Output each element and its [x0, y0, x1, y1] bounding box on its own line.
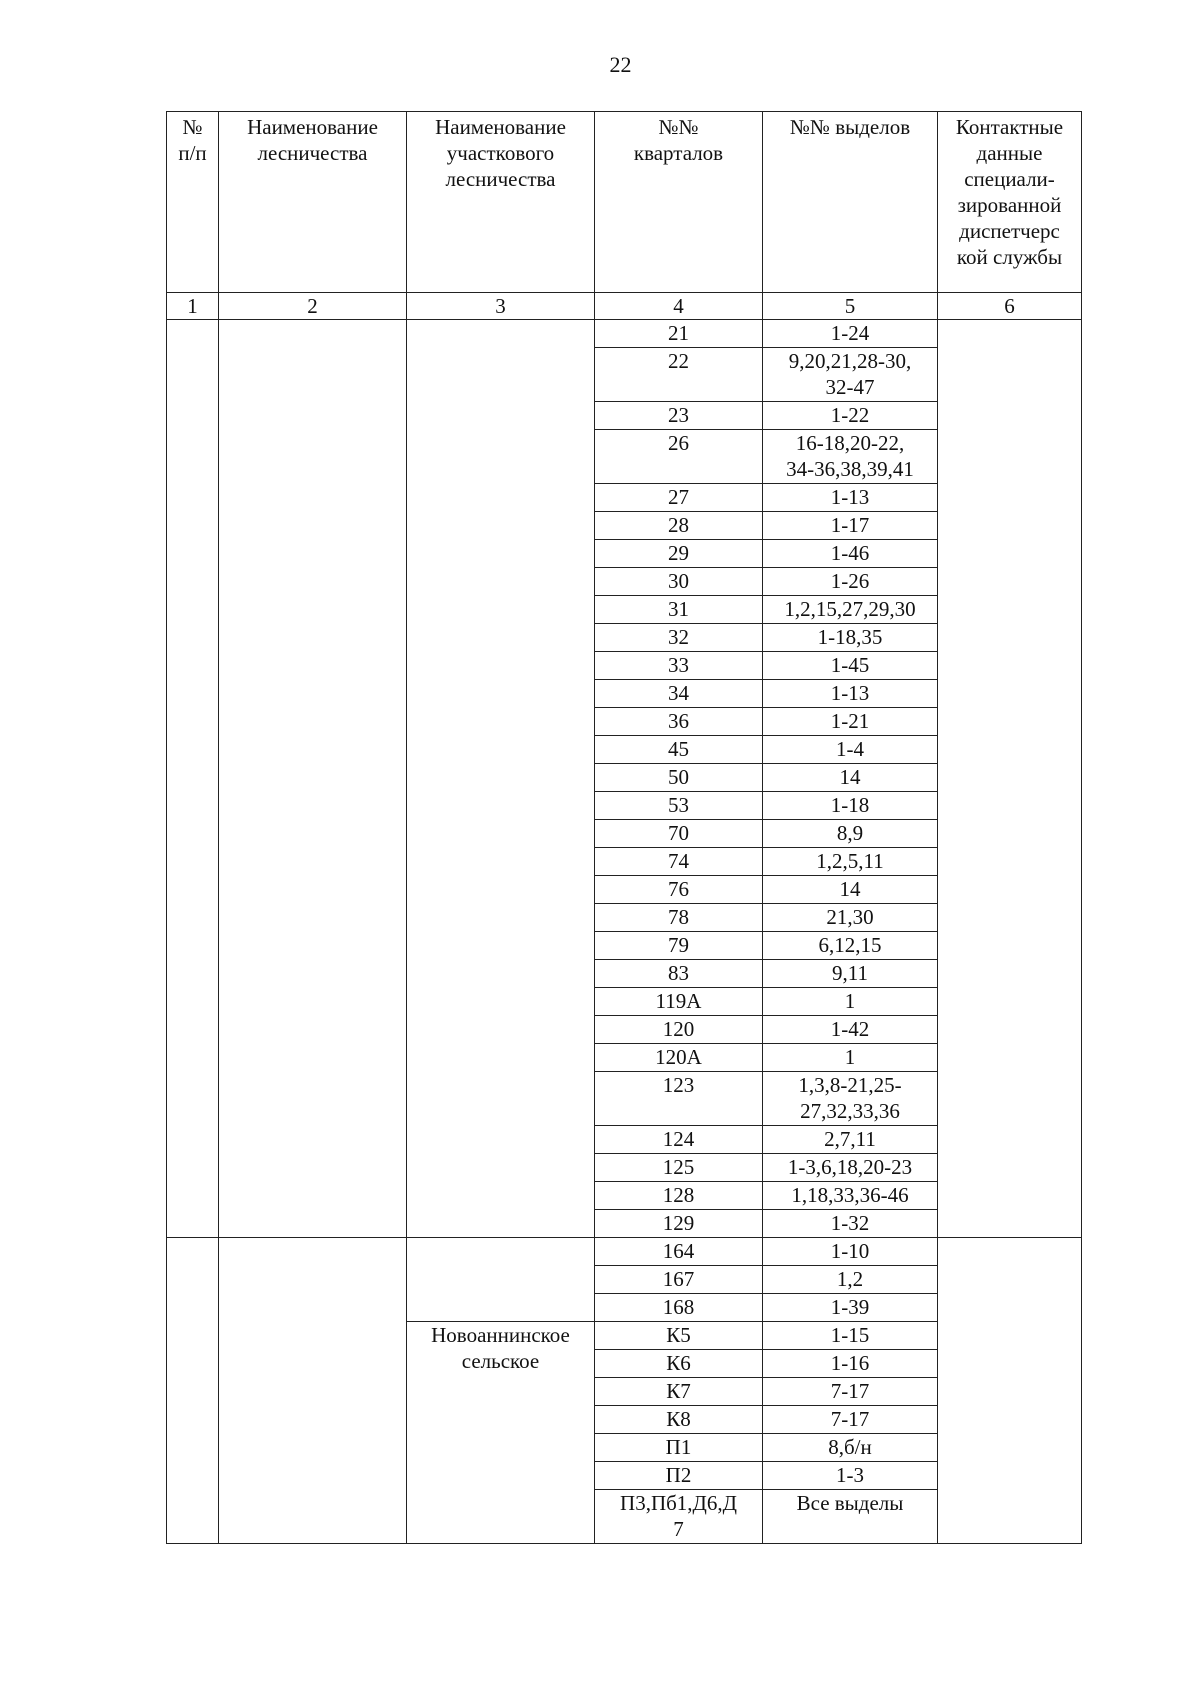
cell-plots-line: 1-22	[830, 403, 870, 427]
cell-plots	[763, 960, 938, 988]
cell-quarter	[595, 1016, 763, 1044]
cell-district	[407, 1322, 595, 1544]
cell-plots	[763, 320, 938, 348]
header-line: Наименование	[435, 115, 566, 139]
cell-num	[167, 320, 219, 1238]
cell-quarter-line: 50	[668, 765, 689, 789]
cell-quarter	[595, 1266, 763, 1294]
cell-plots-line: 7-17	[830, 1379, 870, 1403]
cell-plots-line: 1-32	[830, 1211, 870, 1235]
cell-plots	[763, 792, 938, 820]
cell-quarter	[595, 1154, 763, 1182]
cell-contacts	[938, 320, 1082, 1238]
header-line: Наименование	[247, 115, 378, 139]
cell-plots	[763, 1016, 938, 1044]
header-quarters	[595, 112, 763, 293]
header-lines	[409, 114, 592, 192]
table-row	[167, 1238, 1082, 1266]
cell-quarter-line: 83	[668, 961, 689, 985]
cell-plots-line: 1,3,8-21,25-	[798, 1073, 902, 1097]
cell-plots-line: 1-3	[836, 1463, 864, 1487]
cell-quarter	[595, 960, 763, 988]
header-district-forestry	[407, 112, 595, 293]
cell-plots-line: 1-3,6,18,20-23	[787, 1155, 913, 1179]
header-row	[167, 112, 1082, 293]
cell-plots-line: 1-4	[836, 737, 864, 761]
header-contacts	[938, 112, 1082, 293]
cell-quarter-line: 27	[668, 485, 689, 509]
cell-plots	[763, 848, 938, 876]
cell-quarter	[595, 932, 763, 960]
cell-quarter	[595, 1350, 763, 1378]
header-line: №	[182, 115, 203, 139]
cell-quarter-line: 70	[668, 821, 689, 845]
cell-quarter	[595, 1182, 763, 1210]
cell-plots	[763, 820, 938, 848]
cell-plots-line: 9,20,21,28-30,	[788, 349, 912, 373]
cell-plots-line: 1-18	[830, 793, 870, 817]
cell-plots	[763, 402, 938, 430]
cell-quarter-line: 53	[668, 793, 689, 817]
table-body	[167, 320, 1082, 1544]
cell-plots	[763, 1322, 938, 1350]
cell-plots-line: 21,30	[826, 905, 874, 929]
cell-quarter-line: 124	[662, 1127, 695, 1151]
cell-quarter	[595, 792, 763, 820]
cell-plots	[763, 1406, 938, 1434]
cell-forestry	[219, 320, 407, 1238]
cell-quarter	[595, 1294, 763, 1322]
table-row	[167, 320, 1082, 348]
cell-plots	[763, 1294, 938, 1322]
cell-quarter-line: 129	[662, 1211, 695, 1235]
cell-plots-line: 6,12,15	[818, 933, 882, 957]
cell-plots-line: 14	[839, 765, 861, 789]
cell-plots	[763, 1434, 938, 1462]
cell-quarter	[595, 904, 763, 932]
cell-quarter	[595, 848, 763, 876]
cell-plots-line: 14	[839, 877, 861, 901]
cell-quarter-line: К6	[666, 1351, 691, 1375]
cell-plots-line: 1	[844, 1045, 856, 1069]
cell-plots	[763, 484, 938, 512]
header-lines	[169, 114, 216, 166]
cell-quarter	[595, 764, 763, 792]
header-line: участкового	[446, 141, 555, 165]
column-number: 5	[763, 293, 938, 320]
cell-quarter-line: 168	[662, 1295, 695, 1319]
cell-plots-line: Все выделы	[796, 1491, 904, 1515]
cell-plots-line: 27,32,33,36	[800, 1099, 900, 1123]
cell-district-line: Новоаннинское	[431, 1323, 570, 1347]
cell-quarter-line: 32	[668, 625, 689, 649]
cell-plots	[763, 512, 938, 540]
cell-plots	[763, 540, 938, 568]
cell-plots-line: 16-18,20-22,	[795, 431, 905, 455]
cell-quarter	[595, 348, 763, 402]
cell-plots-line: 9,11	[832, 961, 868, 985]
page-number: 22	[609, 52, 632, 77]
cell-plots	[763, 652, 938, 680]
cell-plots-line: 1-13	[830, 485, 870, 509]
cell-plots-line: 1-24	[830, 321, 870, 345]
header-line: лесничества	[257, 141, 368, 165]
cell-quarter	[595, 540, 763, 568]
cell-quarter-line: 79	[668, 933, 689, 957]
cell-quarter	[595, 708, 763, 736]
cell-quarter-line: 7	[673, 1517, 684, 1541]
cell-quarter-line: 21	[668, 321, 689, 345]
cell-plots-line: 1-42	[830, 1017, 870, 1041]
cell-quarter	[595, 624, 763, 652]
cell-quarter	[595, 430, 763, 484]
cell-quarter-line: 125	[662, 1155, 695, 1179]
cell-quarter	[595, 1126, 763, 1154]
cell-plots-line: 1-18,35	[817, 625, 883, 649]
header-line: данные	[976, 141, 1043, 165]
header-line: кой службы	[956, 245, 1063, 269]
cell-quarter-line: 164	[662, 1239, 695, 1263]
cell-quarter-line: 26	[668, 431, 689, 455]
cell-plots	[763, 988, 938, 1016]
cell-quarter	[595, 652, 763, 680]
cell-quarter	[595, 568, 763, 596]
cell-quarter-line: 120	[662, 1017, 695, 1041]
cell-quarter	[595, 484, 763, 512]
cell-plots	[763, 1462, 938, 1490]
cell-quarter	[595, 1378, 763, 1406]
forestry-table	[166, 111, 1082, 1544]
cell-plots-line: 7-17	[830, 1407, 870, 1431]
header-plots	[763, 112, 938, 293]
cell-plots	[763, 904, 938, 932]
cell-quarter	[595, 680, 763, 708]
cell-quarter	[595, 1434, 763, 1462]
cell-plots	[763, 1238, 938, 1266]
column-number: 1	[167, 293, 219, 320]
cell-plots	[763, 596, 938, 624]
cell-quarter	[595, 1406, 763, 1434]
header-line: №№ выделов	[789, 115, 911, 139]
cell-quarter-line: 33	[668, 653, 689, 677]
cell-plots	[763, 736, 938, 764]
header-line: зированной	[957, 193, 1062, 217]
cell-forestry	[219, 1238, 407, 1544]
cell-plots	[763, 624, 938, 652]
cell-plots	[763, 1490, 938, 1544]
header-line: диспетчерс	[959, 219, 1060, 243]
cell-quarter	[595, 736, 763, 764]
cell-plots	[763, 1378, 938, 1406]
cell-plots	[763, 1266, 938, 1294]
cell-plots-line: 34-36,38,39,41	[786, 457, 914, 481]
cell-plots	[763, 1350, 938, 1378]
cell-quarter-line: П1	[665, 1435, 692, 1459]
cell-plots-line: 1	[844, 989, 856, 1013]
cell-plots-line: 1-45	[830, 653, 870, 677]
header-forestry	[219, 112, 407, 293]
cell-quarter-line: 119А	[655, 989, 702, 1013]
cell-quarter	[595, 1072, 763, 1126]
cell-plots-line: 2,7,11	[824, 1127, 876, 1151]
cell-plots-line: 8,9	[836, 821, 864, 845]
header-line: п/п	[178, 141, 207, 165]
header-line: кварталов	[633, 141, 724, 165]
cell-quarter-line: 123	[662, 1073, 695, 1097]
cell-plots	[763, 932, 938, 960]
header-lines	[597, 114, 760, 166]
header-lines	[221, 114, 404, 166]
cell-plots-line: 1,2,5,11	[816, 849, 884, 873]
cell-plots-line: 1,2,15,27,29,30	[784, 597, 916, 621]
cell-plots	[763, 1182, 938, 1210]
column-number: 2	[219, 293, 407, 320]
cell-quarter	[595, 1044, 763, 1072]
cell-quarter-line: 45	[668, 737, 689, 761]
header-lines	[765, 114, 935, 140]
cell-plots-line: 1-46	[830, 541, 870, 565]
cell-plots-line: 1-21	[830, 709, 870, 733]
cell-plots-line: 1,2	[836, 1267, 864, 1291]
cell-plots-line: 1-16	[830, 1351, 870, 1375]
cell-quarter-line: 22	[668, 349, 689, 373]
cell-quarter-line: 74	[668, 849, 689, 873]
cell-quarter	[595, 876, 763, 904]
cell-quarter	[595, 512, 763, 540]
cell-quarter	[595, 596, 763, 624]
cell-quarter	[595, 402, 763, 430]
cell-plots-line: 1-39	[830, 1295, 870, 1319]
cell-num	[167, 1238, 219, 1544]
cell-quarter	[595, 320, 763, 348]
column-number: 6	[938, 293, 1082, 320]
cell-quarter	[595, 988, 763, 1016]
cell-quarter-line: К5	[666, 1323, 691, 1347]
cell-plots-line: 1-15	[830, 1323, 870, 1347]
cell-plots	[763, 1210, 938, 1238]
header-line: лесничества	[445, 167, 556, 191]
header-lines	[940, 114, 1079, 270]
cell-quarter-line: 31	[668, 597, 689, 621]
cell-quarter-line: 23	[668, 403, 689, 427]
cell-district	[407, 320, 595, 1238]
cell-quarter	[595, 1462, 763, 1490]
cell-plots	[763, 348, 938, 402]
column-number-row	[167, 293, 1082, 320]
cell-plots-line: 1-17	[830, 513, 870, 537]
cell-quarter-line: 128	[662, 1183, 695, 1207]
cell-contacts	[938, 1238, 1082, 1544]
cell-quarter-line: П3,Пб1,Д6,Д	[620, 1491, 737, 1515]
cell-quarter-line: 34	[668, 681, 689, 705]
header-line: Контактные	[955, 115, 1064, 139]
cell-quarter-line: 120А	[655, 1045, 702, 1069]
cell-plots-line: 32-47	[825, 375, 875, 399]
cell-quarter-line: 29	[668, 541, 689, 565]
cell-plots-line: 1-13	[830, 681, 870, 705]
cell-plots-line: 1-10	[830, 1239, 870, 1263]
cell-quarter	[595, 1490, 763, 1544]
cell-quarter	[595, 1322, 763, 1350]
cell-plots	[763, 1044, 938, 1072]
cell-quarter	[595, 1238, 763, 1266]
cell-plots	[763, 1154, 938, 1182]
cell-plots	[763, 1072, 938, 1126]
cell-quarter-line: 76	[668, 877, 689, 901]
cell-quarter	[595, 1210, 763, 1238]
cell-plots	[763, 708, 938, 736]
cell-quarter	[595, 820, 763, 848]
cell-quarter-line: П2	[665, 1463, 692, 1487]
cell-district-line: сельское	[461, 1349, 540, 1373]
cell-quarter-line: К8	[666, 1407, 691, 1431]
column-number: 4	[595, 293, 763, 320]
cell-quarter-line: 78	[668, 905, 689, 929]
cell-plots	[763, 430, 938, 484]
header-line: специали-	[964, 167, 1055, 191]
column-number: 3	[407, 293, 595, 320]
cell-plots	[763, 568, 938, 596]
cell-plots	[763, 680, 938, 708]
cell-plots-line: 8,б/н	[828, 1435, 872, 1459]
header-num	[167, 112, 219, 293]
cell-quarter-line: К7	[666, 1379, 691, 1403]
cell-plots-line: 1-26	[830, 569, 870, 593]
cell-plots	[763, 764, 938, 792]
cell-quarter-line: 28	[668, 513, 689, 537]
cell-plots	[763, 1126, 938, 1154]
cell-quarter-line: 167	[662, 1267, 695, 1291]
cell-plots-line: 1,18,33,36-46	[791, 1183, 909, 1207]
cell-quarter-line: 36	[668, 709, 689, 733]
cell-plots	[763, 876, 938, 904]
cell-quarter-line: 30	[668, 569, 689, 593]
cell-district	[407, 1238, 595, 1322]
header-line: №№	[658, 115, 699, 139]
